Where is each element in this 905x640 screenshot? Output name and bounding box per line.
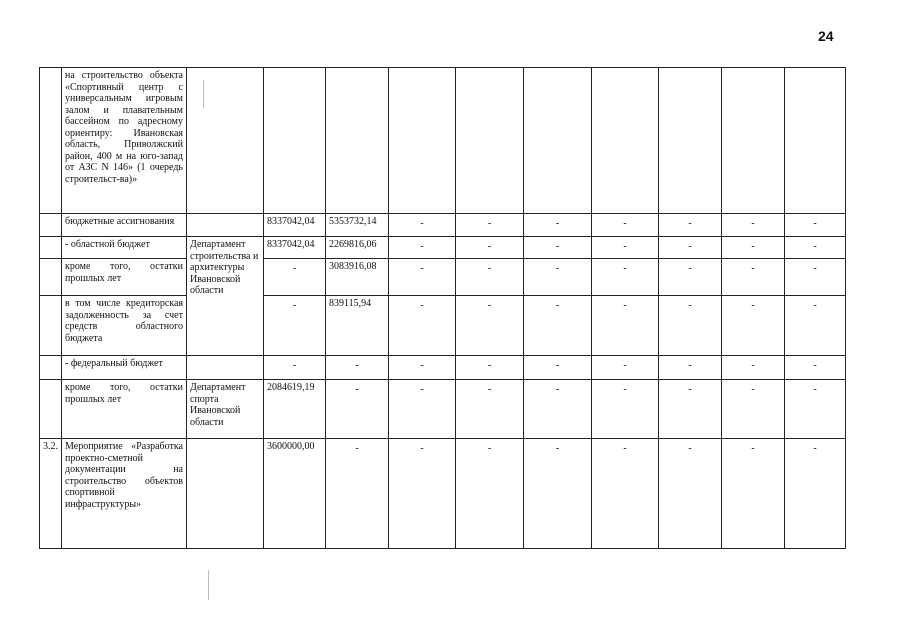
row-value: - (592, 439, 659, 549)
row-value: - (592, 296, 659, 356)
row-name: - федеральный бюджет (62, 356, 187, 380)
row-value: - (264, 296, 326, 356)
row-value: 8337042,04 (264, 237, 326, 259)
row-value: - (785, 296, 846, 356)
row-value: - (785, 356, 846, 380)
row-value: - (722, 380, 785, 439)
row-value: - (524, 237, 592, 259)
row-value: - (592, 214, 659, 237)
row-value: - (456, 259, 524, 296)
row-value: - (524, 439, 592, 549)
row-value: - (389, 296, 456, 356)
row-value: - (722, 296, 785, 356)
row-value: - (592, 380, 659, 439)
row-value: - (659, 356, 722, 380)
row-department (187, 439, 264, 549)
row-value: - (659, 439, 722, 549)
row-value: - (659, 214, 722, 237)
row-index: 3.2. (40, 439, 62, 549)
row-value (524, 68, 592, 214)
row-name: бюджетные ассигнования (62, 214, 187, 237)
row-index (40, 68, 62, 214)
table-row (40, 439, 846, 549)
table-row (40, 380, 846, 439)
row-value: - (389, 439, 456, 549)
row-value: 8337042,04 (264, 214, 326, 237)
row-value: 3083916,08 (326, 259, 389, 296)
row-value: 839115,94 (326, 296, 389, 356)
scan-artifact (208, 570, 209, 600)
row-value: 3600000,00 (264, 439, 326, 549)
row-value: - (456, 380, 524, 439)
row-value: - (659, 237, 722, 259)
row-name: - областной бюджет (62, 237, 187, 259)
row-value: - (592, 259, 659, 296)
row-value (785, 68, 846, 214)
row-value: - (389, 356, 456, 380)
row-value: - (722, 259, 785, 296)
row-value: - (785, 259, 846, 296)
row-value: - (524, 296, 592, 356)
row-value: - (785, 439, 846, 549)
row-name: кроме того, остатки прошлых лет (62, 259, 187, 296)
row-value: - (456, 237, 524, 259)
row-value: - (524, 259, 592, 296)
table-row (40, 237, 846, 259)
row-value: 2084619,19 (264, 380, 326, 439)
row-value: - (722, 356, 785, 380)
table-row (40, 68, 846, 214)
table-row (40, 356, 846, 380)
row-value: - (785, 237, 846, 259)
scan-artifact (203, 80, 204, 108)
row-index (40, 380, 62, 439)
row-value: - (722, 237, 785, 259)
row-value: - (264, 356, 326, 380)
row-value: - (592, 356, 659, 380)
row-value (326, 68, 389, 214)
row-department: Департамент строительства и архитектуры Ивановской области (187, 237, 264, 356)
row-value: - (524, 356, 592, 380)
row-value (659, 68, 722, 214)
row-value (592, 68, 659, 214)
row-value: - (524, 214, 592, 237)
row-value: - (722, 439, 785, 549)
row-value: - (785, 380, 846, 439)
table-row (40, 214, 846, 237)
row-department (187, 68, 264, 214)
row-value (264, 68, 326, 214)
row-value: - (722, 214, 785, 237)
row-department (187, 214, 264, 237)
row-value: - (456, 296, 524, 356)
row-name: кроме того, остатки прошлых лет (62, 380, 187, 439)
row-value: - (326, 439, 389, 549)
row-value: - (326, 380, 389, 439)
row-value: - (456, 439, 524, 549)
row-value: - (659, 259, 722, 296)
row-index (40, 237, 62, 259)
row-name: в том числе кредиторская задолженность за счет средств областного бюджета (62, 296, 187, 356)
row-department (187, 356, 264, 380)
row-value: - (456, 214, 524, 237)
row-index (40, 356, 62, 380)
row-value (389, 68, 456, 214)
row-value: - (326, 356, 389, 380)
row-value: 2269816,06 (326, 237, 389, 259)
table-row (40, 259, 846, 296)
row-value: - (659, 380, 722, 439)
row-value: - (659, 296, 722, 356)
row-value: - (592, 237, 659, 259)
row-name: Мероприятие «Разработка проектно-сметной документации на строительство объектов спортивной инфраструктуры» (62, 439, 187, 549)
row-index (40, 296, 62, 356)
row-value (456, 68, 524, 214)
page-number: 24 (818, 28, 834, 44)
row-value: - (264, 259, 326, 296)
row-value: - (389, 380, 456, 439)
row-index (40, 214, 62, 237)
row-value (722, 68, 785, 214)
row-value: - (389, 237, 456, 259)
row-value: - (785, 214, 846, 237)
table-row (40, 296, 846, 356)
row-value: - (456, 356, 524, 380)
row-value: - (389, 214, 456, 237)
budget-table (39, 67, 846, 549)
row-value: 5353732,14 (326, 214, 389, 237)
row-value: - (389, 259, 456, 296)
row-name: на строительство объекта «Спортивный центр с универсальным игровым залом и плавательным бассейном по адресному ориентиру: Ивановская область, Приволжский район, 400 м на юго-запад от АЗС N 146» (1 очередь строительст-ва)» (62, 68, 187, 214)
row-department: Департамент спорта Ивановской области (187, 380, 264, 439)
row-value: - (524, 380, 592, 439)
row-index (40, 259, 62, 296)
